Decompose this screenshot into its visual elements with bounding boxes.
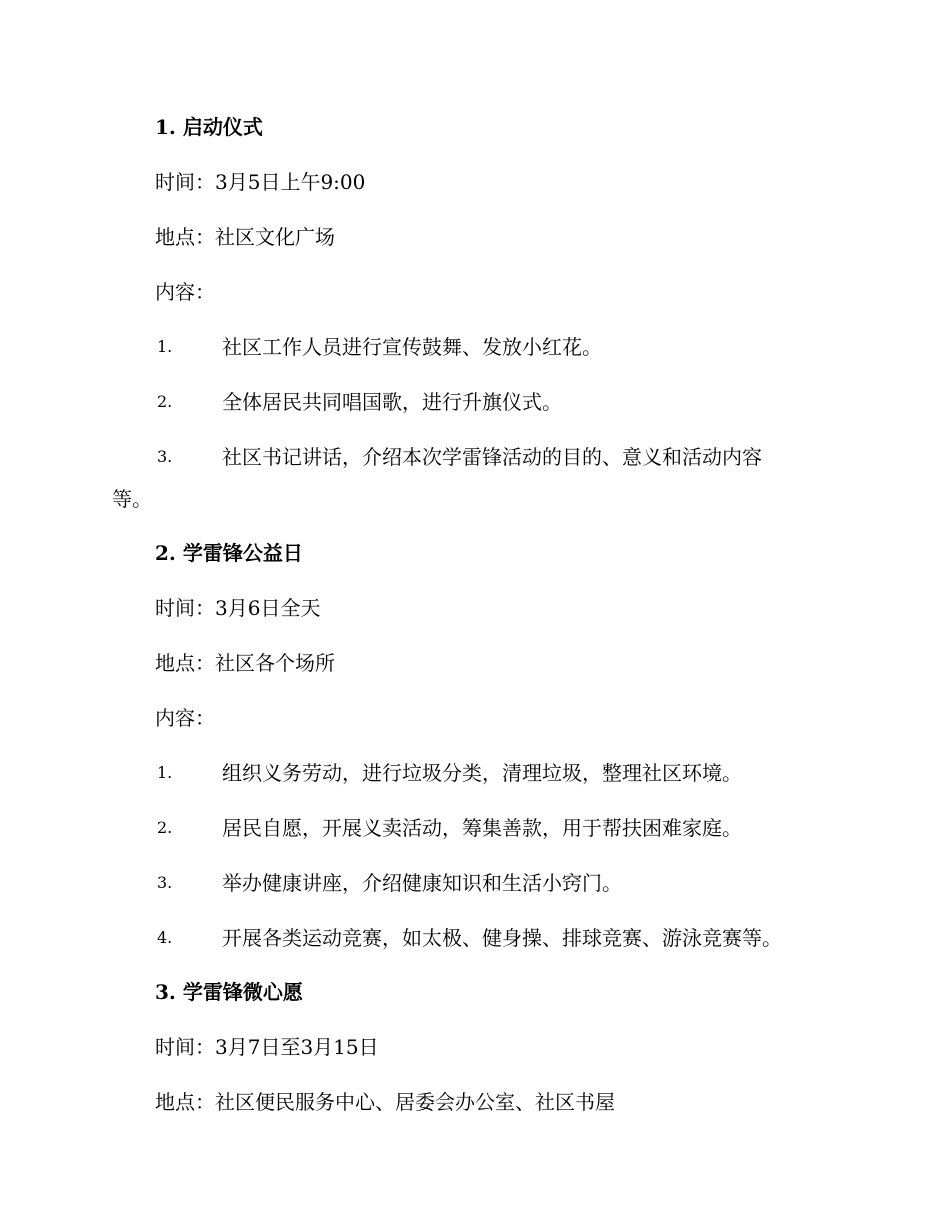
section-2-heading: 2. 学雷锋公益日 bbox=[155, 541, 303, 565]
section-2-time: 时间：3月6日全天 bbox=[155, 596, 321, 620]
list-item-number: 4. bbox=[157, 928, 173, 947]
list-item-number: 3. bbox=[157, 447, 173, 466]
list-item-text: 居民自愿，开展义卖活动，筹集善款，用于帮扶困难家庭。 bbox=[222, 816, 742, 840]
section-2-content-label: 内容： bbox=[155, 706, 215, 730]
list-item-number: 1. bbox=[157, 763, 173, 782]
section-2-place: 地点：社区各个场所 bbox=[155, 651, 335, 675]
section-3-time: 时间：3月7日至3月15日 bbox=[155, 1035, 379, 1059]
list-item-number: 2. bbox=[157, 392, 173, 411]
list-item-text: 社区书记讲话，介绍本次学雷锋活动的目的、意义和活动内容 bbox=[222, 445, 762, 469]
section-1-time: 时间：3月5日上午9:00 bbox=[155, 170, 366, 194]
list-item-number: 1. bbox=[157, 337, 173, 356]
list-item-continuation: 等。 bbox=[112, 487, 152, 511]
list-item-text: 组织义务劳动，进行垃圾分类，清理垃圾，整理社区环境。 bbox=[222, 761, 742, 785]
section-3-place: 地点：社区便民服务中心、居委会办公室、社区书屋 bbox=[155, 1090, 615, 1114]
list-item-text: 社区工作人员进行宣传鼓舞、发放小红花。 bbox=[222, 335, 602, 359]
section-1-content-label: 内容： bbox=[155, 280, 215, 304]
section-3-heading: 3. 学雷锋微心愿 bbox=[155, 980, 303, 1004]
section-1-place: 地点：社区文化广场 bbox=[155, 225, 335, 249]
list-item-text: 举办健康讲座，介绍健康知识和生活小窍门。 bbox=[222, 871, 622, 895]
section-1-heading: 1. 启动仪式 bbox=[155, 115, 263, 139]
list-item-text: 全体居民共同唱国歌，进行升旗仪式。 bbox=[222, 390, 562, 414]
list-item-number: 2. bbox=[157, 818, 173, 837]
list-item-text: 开展各类运动竞赛，如太极、健身操、排球竞赛、游泳竞赛等。 bbox=[222, 926, 782, 950]
list-item-number: 3. bbox=[157, 873, 173, 892]
